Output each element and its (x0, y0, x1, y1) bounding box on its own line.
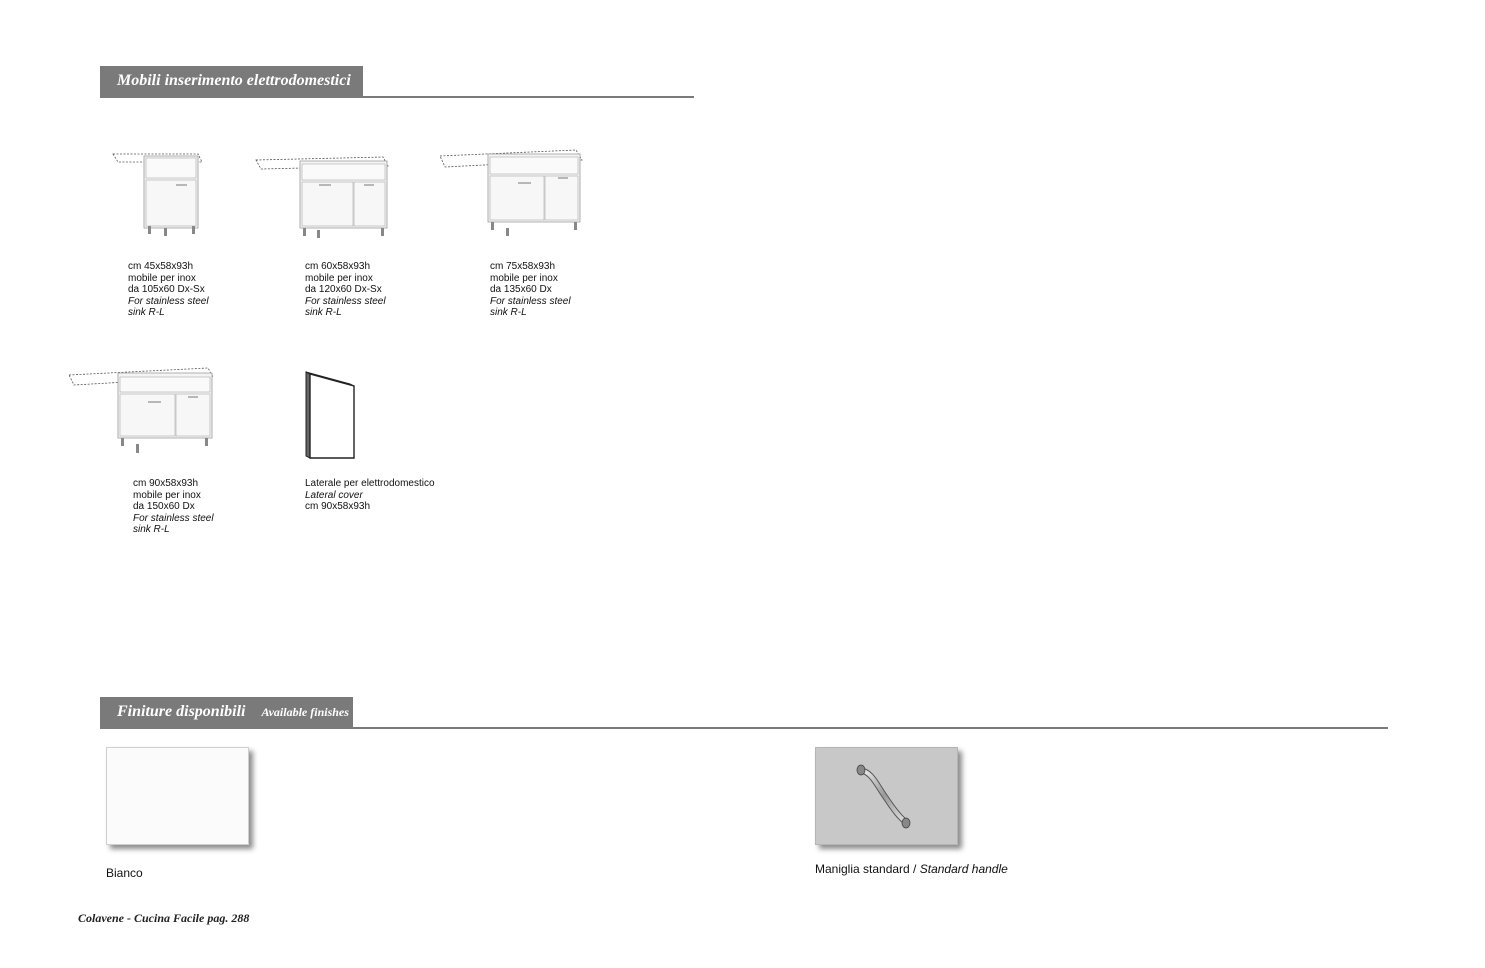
handle-label-it: Maniglia standard / (815, 862, 920, 876)
finish-swatch-handle (815, 747, 958, 845)
header-rule (100, 727, 1388, 729)
sink-cabinet-90-icon (66, 364, 216, 459)
sink-cabinet-75-icon (438, 146, 586, 241)
product-caption: cm 90x58x93h mobile per inox da 150x60 Dx For stainless steel sink R-L (133, 478, 214, 536)
header-rule (100, 96, 694, 98)
page-footer: Colavene - Cucina Facile pag. 288 (78, 911, 250, 925)
handle-icon (816, 748, 957, 844)
section-header-finishes (100, 697, 353, 727)
section-title-text: Finiture disponibili (117, 703, 246, 720)
sink-cabinet-45-icon (110, 148, 205, 238)
section-title: Mobili inserimento elettrodomestici (100, 66, 363, 96)
section-title (100, 697, 353, 727)
section-header-cabinets (100, 66, 363, 96)
finish-swatch-white (106, 747, 249, 845)
product-caption: cm 45x58x93h mobile per inox da 105x60 Dx-Sx For stainless steel sink R-L (128, 261, 209, 319)
finish-label-white: Bianco (106, 866, 143, 880)
sink-cabinet-60-icon (253, 152, 393, 242)
product-caption: Laterale per elettrodomestico Lateral cover cm 90x58x93h (305, 478, 435, 513)
handle-label-en: Standard handle (919, 862, 1008, 876)
lateral-cover-panel-icon (302, 370, 358, 462)
product-caption: cm 75x58x93h mobile per inox da 135x60 Dx For stainless steel sink R-L (490, 261, 571, 319)
finish-label-handle (815, 862, 1008, 876)
section-subtitle: Available finishes (261, 704, 349, 719)
product-caption: cm 60x58x93h mobile per inox da 120x60 Dx-Sx For stainless steel sink R-L (305, 261, 386, 319)
